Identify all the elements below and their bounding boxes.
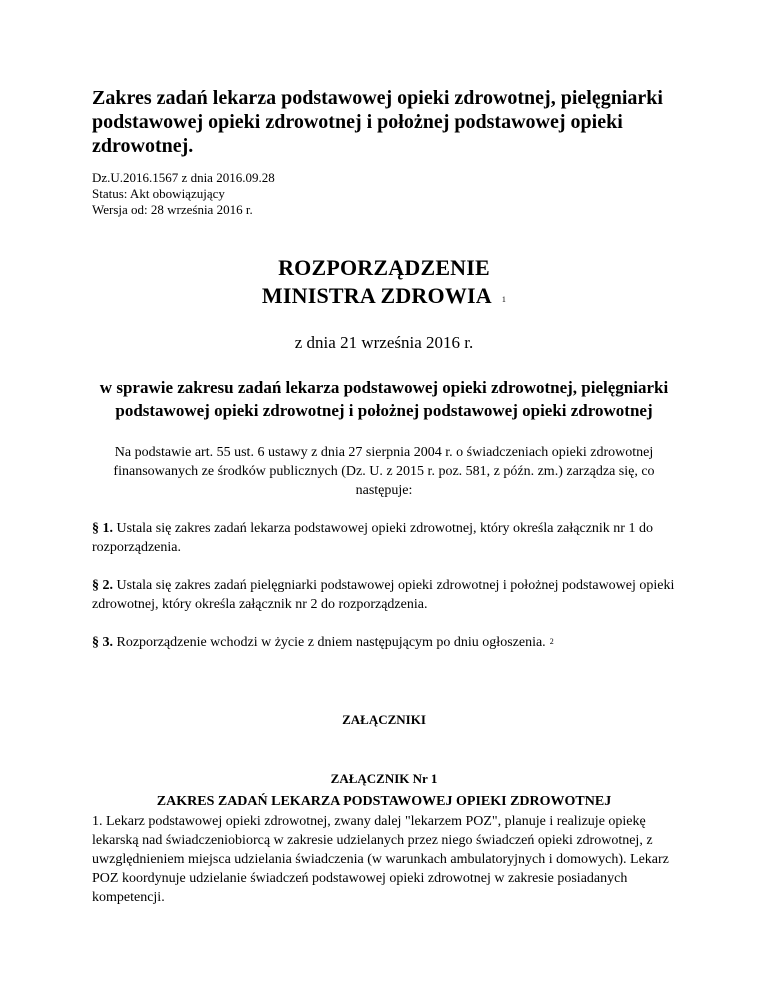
paragraph-3-label: § 3. [92, 635, 113, 650]
document-metadata [92, 170, 676, 218]
annex-1-title: ZAKRES ZADAŃ LEKARZA PODSTAWOWEJ OPIEKI ZDROWOTNEJ [156, 794, 612, 809]
paragraph-3-text: Rozporządzenie wchodzi w życie z dniem następującym po dniu ogłoszenia. [116, 635, 546, 650]
document-title: Zakres zadań lekarza podstawowej opieki zdrowotnej, pielęgniarki podstawowej opieki zdrowotnej i położnej podstawowej opieki zdrowotnej. [92, 87, 663, 157]
paragraph-1 [92, 519, 676, 557]
footnote-marker-2[interactable]: 2 [549, 637, 554, 646]
paragraph-2-label: § 2. [92, 578, 113, 593]
paragraph-1-label: § 1. [92, 521, 113, 536]
paragraph-1-text: Ustala się zakres zadań lekarza podstawowej opieki zdrowotnej, który określa załącznik nr 1 do rozporządzenia. [92, 521, 653, 555]
paragraph-3 [92, 633, 676, 652]
footnote-marker-1[interactable]: 1 [501, 295, 507, 304]
act-title-line2 [92, 282, 676, 310]
version-date: Wersja od: 28 września 2016 r. [92, 202, 253, 217]
paragraph-2-text: Ustala się zakres zadań pielęgniarki podstawowej opieki zdrowotnej i położnej podstawowej opieki zdrowotnej, który określa załącznik nr 2 do rozporządzenia. [92, 578, 675, 612]
act-title [92, 254, 676, 310]
annex-1-number: ZAŁĄCZNIK Nr 1 [330, 771, 438, 786]
document-page [92, 86, 676, 907]
act-issuer: MINISTRA ZDROWIA [261, 283, 492, 308]
act-title-line1: ROZPORZĄDZENIE [278, 255, 490, 280]
annex-1-body: 1. Lekarz podstawowej opieki zdrowotnej, zwany dalej "lekarzem POZ", planuje i realizuje opiekę lekarską nad świadczeniobiorcą w zakresie udzielanych przez niego świadczeń opieki zdrowotnej, z uwzględnieniem miejsca udzielania świadczenia (w warunkach ambulatoryjnych i domowych). Lekarz POZ koordynuje udzielanie świadczeń podstawowej opieki zdrowotnej w zakresie posiadanych kompetencji. [92, 814, 669, 905]
paragraph-2 [92, 576, 676, 614]
annexes-heading: ZAŁĄCZNIKI [342, 712, 426, 727]
journal-reference: Dz.U.2016.1567 z dnia 2016.09.28 [92, 170, 275, 185]
legal-status: Status: Akt obowiązujący [92, 186, 225, 201]
act-date: z dnia 21 września 2016 r. [294, 333, 474, 352]
act-subject: w sprawie zakresu zadań lekarza podstawowej opieki zdrowotnej, pielęgniarki podstawowej opieki zdrowotnej i położnej podstawowej opieki zdrowotnej [99, 378, 669, 420]
act-preamble: Na podstawie art. 55 ust. 6 ustawy z dnia 27 sierpnia 2004 r. o świadczeniach opieki zdrowotnej finansowanych ze środków publicznych (Dz. U. z 2015 r. poz. 581, z późn. zm.) zarządza się, co następuje: [113, 445, 655, 498]
